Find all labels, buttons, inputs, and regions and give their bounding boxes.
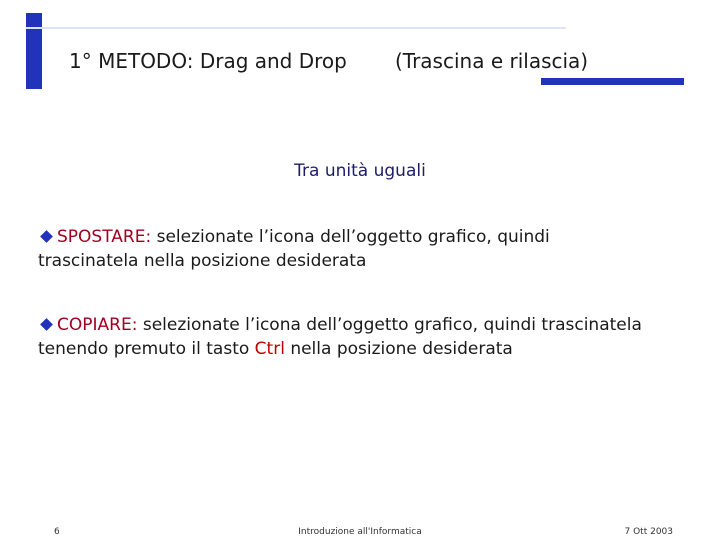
bullet-keyword-move: SPOSTARE:: [57, 227, 152, 247]
footer-course-title: Introduzione all'Informatica: [298, 527, 422, 537]
bullet-copy: [38, 313, 648, 361]
diamond-bullet-icon: [40, 230, 53, 243]
decorative-top-line: [26, 27, 566, 29]
footer-page-number: 6: [54, 527, 60, 537]
slide-title-main: 1° METODO: Drag and Drop: [69, 49, 347, 73]
slide-title-translation: (Trascina e rilascia): [395, 49, 589, 73]
slide-title: [69, 48, 589, 74]
bullet-text-move: selezionate l’icona dell’oggetto grafico, quindi trascinatela nella posizione desiderata: [38, 227, 550, 271]
bullet-text-copy-after: nella posizione desiderata: [284, 339, 513, 359]
bullet-text-copy-before: selezionate l’icona dell’oggetto grafico, quindi trascinatela tenendo premuto il tasto: [38, 315, 642, 359]
bullet-keyword-copy: COPIARE:: [57, 315, 138, 335]
footer-date: 7 Ott 2003: [624, 527, 673, 537]
slide-subtitle: Tra unità uguali: [294, 161, 426, 181]
diamond-bullet-icon: [40, 318, 53, 331]
decorative-title-underline-bar: [541, 78, 684, 85]
bullet-move: [38, 225, 648, 273]
bullet-key-ctrl: Ctrl: [254, 339, 285, 359]
decorative-left-bar: [26, 13, 42, 89]
